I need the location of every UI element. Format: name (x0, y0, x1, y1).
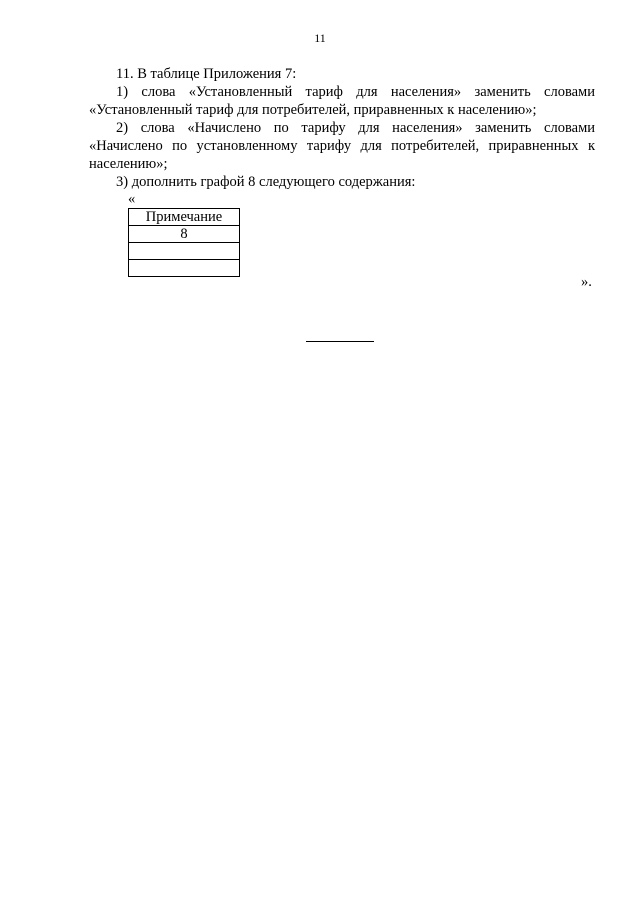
opening-quote: « (128, 191, 136, 207)
table-header-cell: Примечание (129, 209, 240, 226)
paragraph-heading: 11. В таблице Приложения 7: (116, 66, 297, 82)
table-row (129, 260, 240, 277)
table-number-row (129, 226, 240, 243)
paragraph-item-1: 1) слова «Установленный тариф для населения» заменить словами «Установленный тариф для потребителей, приравненных к населению»; (89, 84, 595, 118)
table-empty-cell (129, 260, 240, 277)
document-body (89, 65, 595, 277)
table-row (129, 243, 240, 260)
inserted-column-table (128, 208, 240, 277)
closing-quote: ». (581, 274, 592, 290)
end-of-text-rule (306, 341, 374, 342)
table-header-row (129, 209, 240, 226)
paragraph-item-3: 3) дополнить графой 8 следующего содержания: (116, 174, 416, 190)
table-column-number-cell: 8 (129, 226, 240, 243)
table-empty-cell (129, 243, 240, 260)
page-number: 11 (314, 31, 326, 45)
paragraph-item-2: 2) слова «Начислено по тарифу для населения» заменить словами «Начислено по установленному тарифу для потребителей, приравненных к населению»; (89, 120, 595, 172)
